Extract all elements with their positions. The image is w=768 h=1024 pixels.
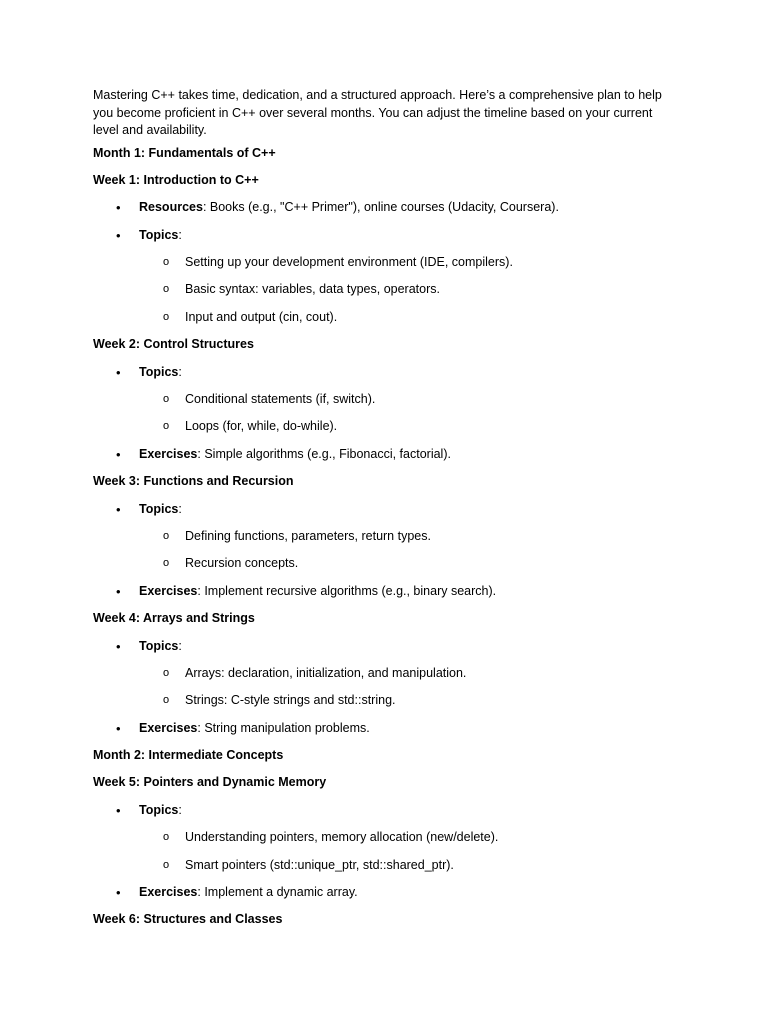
sub-list-item [93, 660, 673, 687]
week-5-exercises-item [93, 879, 673, 906]
topics-suffix: : [178, 364, 182, 379]
sub-list-item-text: Defining functions, parameters, return types. [185, 528, 431, 543]
topics-label: Topics [139, 364, 179, 379]
bullet-icon: • [116, 583, 121, 599]
list-item-text [139, 222, 182, 249]
bullet-icon: • [116, 501, 121, 517]
sub-list-item [93, 386, 673, 413]
topics-label: Topics [139, 802, 179, 817]
exercises-text: : Implement recursive algorithms (e.g., binary search). [197, 583, 497, 598]
exercises-text: : Simple algorithms (e.g., Fibonacci, factorial). [197, 446, 451, 461]
sub-list-item [93, 523, 673, 550]
week-3-topics-item [93, 496, 673, 523]
list-item-text [139, 879, 358, 906]
exercises-label: Exercises [139, 583, 198, 598]
resources-label: Resources [139, 200, 203, 215]
week-2-topics-item [93, 359, 673, 386]
circle-bullet-icon: o [163, 529, 170, 542]
sub-list-item [93, 249, 673, 276]
week-1-topics-item [93, 222, 673, 249]
sub-list-item [93, 824, 673, 851]
week-3-exercises-item [93, 578, 673, 605]
exercises-label: Exercises [139, 885, 198, 900]
sub-list-item-text: Arrays: declaration, initialization, and manipulation. [185, 665, 467, 680]
sub-list-item-text: Understanding pointers, memory allocation (new/delete). [185, 830, 499, 845]
list-item-text [139, 441, 451, 468]
sub-list-item [93, 304, 673, 331]
sub-list-item-text: Setting up your development environment (IDE, compilers). [185, 255, 513, 270]
sub-list-item [93, 550, 673, 577]
list-item-text [139, 578, 496, 605]
bullet-icon: • [116, 802, 121, 818]
month-2-heading: Month 2: Intermediate Concepts [93, 748, 284, 763]
bullet-icon: • [116, 885, 121, 901]
sub-list-item [93, 413, 673, 440]
topics-suffix: : [178, 501, 182, 516]
topics-suffix: : [178, 638, 182, 653]
circle-bullet-icon: o [163, 310, 170, 323]
week-2-heading: Week 2: Control Structures [93, 337, 254, 352]
sub-list-item-text: Input and output (cin, cout). [185, 309, 338, 324]
circle-bullet-icon: o [163, 694, 170, 707]
intro-paragraph: Mastering C++ takes time, dedication, and a structured approach. Here’s a comprehensive plan to help you become proficient in C++ over several months. You can adjust the timeline based on your current level and availability. [93, 88, 662, 137]
topics-suffix: : [178, 802, 182, 817]
bullet-icon: • [116, 200, 121, 216]
sub-list-item-text: Recursion concepts. [185, 556, 299, 571]
topics-label: Topics [139, 227, 179, 242]
month-1-heading: Month 1: Fundamentals of C++ [93, 145, 276, 160]
sub-list-item [93, 687, 673, 714]
exercises-text: : String manipulation problems. [197, 720, 370, 735]
week-1-resources-item [93, 194, 673, 221]
document-page [93, 87, 673, 934]
circle-bullet-icon: o [163, 283, 170, 296]
list-item-text [139, 715, 370, 742]
bullet-icon: • [116, 638, 121, 654]
exercises-text: : Implement a dynamic array. [197, 885, 358, 900]
week-6-heading: Week 6: Structures and Classes [93, 912, 283, 927]
circle-bullet-icon: o [163, 858, 170, 871]
circle-bullet-icon: o [163, 420, 170, 433]
list-item-text [139, 194, 559, 221]
week-4-exercises-item [93, 715, 673, 742]
sub-list-item-text: Smart pointers (std::unique_ptr, std::shared_ptr). [185, 857, 454, 872]
sub-list-item [93, 276, 673, 303]
bullet-icon: • [116, 227, 121, 243]
list-item-text [139, 359, 182, 386]
circle-bullet-icon: o [163, 256, 170, 269]
list-item-text [139, 797, 182, 824]
week-4-topics-item [93, 633, 673, 660]
sub-list-item-text: Conditional statements (if, switch). [185, 392, 376, 407]
week-3-heading: Week 3: Functions and Recursion [93, 474, 294, 489]
week-5-heading: Week 5: Pointers and Dynamic Memory [93, 775, 327, 790]
circle-bullet-icon: o [163, 393, 170, 406]
sub-list-item-text: Basic syntax: variables, data types, operators. [185, 282, 440, 297]
sub-list-item [93, 852, 673, 879]
week-4-heading: Week 4: Arrays and Strings [93, 611, 255, 626]
circle-bullet-icon: o [163, 557, 170, 570]
bullet-icon: • [116, 364, 121, 380]
list-item-text [139, 496, 182, 523]
topics-label: Topics [139, 638, 179, 653]
week-1-heading: Week 1: Introduction to C++ [93, 172, 259, 187]
circle-bullet-icon: o [163, 666, 170, 679]
bullet-icon: • [116, 720, 121, 736]
exercises-label: Exercises [139, 720, 198, 735]
topics-suffix: : [178, 227, 182, 242]
circle-bullet-icon: o [163, 831, 170, 844]
sub-list-item-text: Loops (for, while, do-while). [185, 419, 338, 434]
exercises-label: Exercises [139, 446, 198, 461]
week-5-topics-item [93, 797, 673, 824]
topics-label: Topics [139, 501, 179, 516]
week-2-exercises-item [93, 441, 673, 468]
resources-text: : Books (e.g., "C++ Primer"), online courses (Udacity, Coursera). [202, 200, 559, 215]
list-item-text [139, 633, 182, 660]
bullet-icon: • [116, 446, 121, 462]
sub-list-item-text: Strings: C-style strings and std::string. [185, 693, 396, 708]
